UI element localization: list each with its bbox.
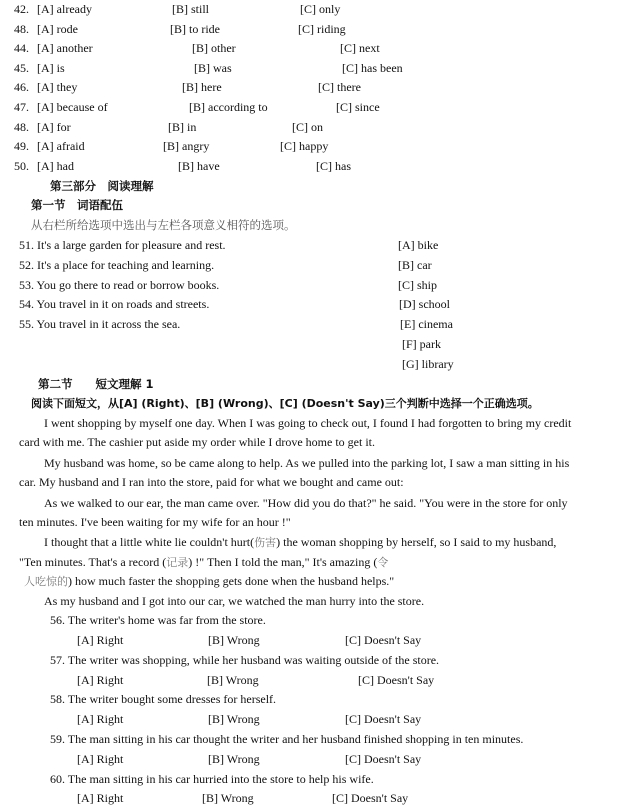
option-a: [A] afraid (37, 139, 85, 153)
match-item: 52. It's a place for teaching and learning. (19, 258, 215, 272)
text: ) how much faster the shopping gets done when the husband helps." (68, 574, 395, 588)
option-b: [B] have (178, 159, 220, 173)
match-option: [D] school (399, 297, 450, 311)
option-c: [C] Doesn't Say (345, 712, 422, 726)
section-title: 第一节 词语配伍 (31, 198, 123, 212)
passage-line (44, 534, 556, 551)
match-option: [F] park (402, 337, 441, 351)
part-title: 第三部分 阅读理解 (50, 179, 154, 193)
passage-line: As my husband and I got into our car, we watched the man hurry into the store. (44, 594, 425, 608)
option-a: [A] already (37, 2, 92, 16)
text: ) the woman shopping by herself, so I said to my husband, (276, 535, 557, 549)
match-option: [G] library (402, 357, 454, 371)
option-b: [B] Wrong (208, 752, 260, 766)
option-b: [B] was (194, 61, 232, 75)
cloze-number: 46. (14, 80, 29, 94)
question: 60. The man sitting in his car hurried into the store to help his wife. (50, 772, 374, 786)
option-a: [A] had (37, 159, 74, 173)
option-b: [B] here (182, 80, 222, 94)
cloze-number: 50. (14, 159, 29, 173)
passage-line: As we walked to our ear, the man came over. "How did you do that?" he said. "You were in the store for only (44, 496, 568, 510)
match-option: [E] cinema (400, 317, 453, 331)
option-c: [C] Doesn't Say (345, 752, 422, 766)
cloze-number: 47. (14, 100, 29, 114)
option-c: [C] happy (280, 139, 329, 153)
question: 59. The man sitting in his car thought the writer and her husband finished shopping in ten minutes. (50, 732, 524, 746)
passage-line: card with me. The cashier put aside my order while I drove home to get it. (19, 435, 376, 449)
gloss: 伤害 (254, 536, 277, 549)
cloze-number: 42. (14, 2, 29, 16)
option-b: [B] in (168, 120, 197, 134)
option-a: [A] Right (77, 673, 124, 687)
match-item: 51. It's a large garden for pleasure and rest. (19, 238, 226, 252)
match-option: [B] car (398, 258, 432, 272)
question: 56. The writer's home was far from the store. (50, 613, 266, 627)
option-a: [A] is (37, 61, 65, 75)
option-b: [B] other (192, 41, 236, 55)
option-b: [B] still (172, 2, 210, 16)
option-b: [B] Wrong (208, 633, 260, 647)
option-a: [A] Right (77, 791, 124, 805)
text: ) !" Then I told the man," It's amazing ( (188, 555, 378, 569)
option-a: [A] Right (77, 633, 124, 647)
passage-line: My husband was home, so be came along to help. As we pulled into the parking lot, I saw a man sitting in his (44, 456, 570, 470)
passage-line (19, 554, 388, 571)
option-a: [A] Right (77, 712, 124, 726)
option-b: [B] Wrong (208, 712, 260, 726)
option-a: [A] for (37, 120, 71, 134)
cloze-number: 44. (14, 41, 29, 55)
text: "Ten minutes. That's a record ( (19, 555, 167, 569)
option-b: [B] Wrong (207, 673, 259, 687)
match-option: [C] ship (398, 278, 437, 292)
question: 57. The writer was shopping, while her husband was waiting outside of the store. (50, 653, 440, 667)
gloss: 令 (377, 556, 389, 569)
option-b: [B] Wrong (202, 791, 254, 805)
passage-line (24, 573, 394, 590)
option-a: [A] because of (37, 100, 108, 114)
match-item: 55. You travel in it across the sea. (19, 317, 181, 331)
option-c: [C] has (316, 159, 351, 173)
option-a: [A] Right (77, 752, 124, 766)
option-c: [C] has been (342, 61, 403, 75)
option-b: [B] angry (163, 139, 210, 153)
cloze-number: 45. (14, 61, 29, 75)
option-a: [A] rode (37, 22, 78, 36)
passage-line: ten minutes. I've been waiting for my wife for an hour !" (19, 515, 291, 529)
passage-line: car. My husband and I ran into the store, paid for what we bought and came out: (19, 475, 404, 489)
section-title: 第二节 短文理解 1 (38, 377, 154, 391)
option-c: [C] there (318, 80, 361, 94)
section-instructions: 从右栏所给选项中选出与左栏各项意义相符的选项。 (31, 218, 296, 232)
option-c: [C] next (340, 41, 380, 55)
option-b: [B] to ride (170, 22, 220, 36)
option-c: [C] on (292, 120, 323, 134)
text: I thought that a little white lie couldn't hurt( (44, 535, 255, 549)
cloze-number: 49. (14, 139, 29, 153)
option-a: [A] another (37, 41, 93, 55)
section-instructions: 阅读下面短文，从[A] (Right)、[B] (Wrong)、[C] (Doesn't Say)三个判断中选择一个正确选项。 (31, 397, 539, 410)
option-c: [C] riding (298, 22, 346, 36)
question: 58. The writer bought some dresses for herself. (50, 692, 277, 706)
option-c: [C] Doesn't Say (358, 673, 435, 687)
match-item: 54. You travel in it on roads and streets. (19, 297, 210, 311)
match-item: 53. You go there to read or borrow books. (19, 278, 220, 292)
option-b: [B] according to (189, 100, 268, 114)
gloss: 人吃惊的 (24, 575, 68, 588)
option-c: [C] Doesn't Say (345, 633, 422, 647)
option-c: [C] only (300, 2, 341, 16)
cloze-number: 48. (14, 22, 29, 36)
option-c: [C] Doesn't Say (332, 791, 409, 805)
option-c: [C] since (336, 100, 380, 114)
cloze-number: 48. (14, 120, 29, 134)
gloss: 记录 (166, 556, 189, 569)
option-a: [A] they (37, 80, 78, 94)
passage-line: I went shopping by myself one day. When I was going to check out, I found I had forgotten to bring my credit (44, 416, 572, 430)
match-option: [A] bike (398, 238, 439, 252)
